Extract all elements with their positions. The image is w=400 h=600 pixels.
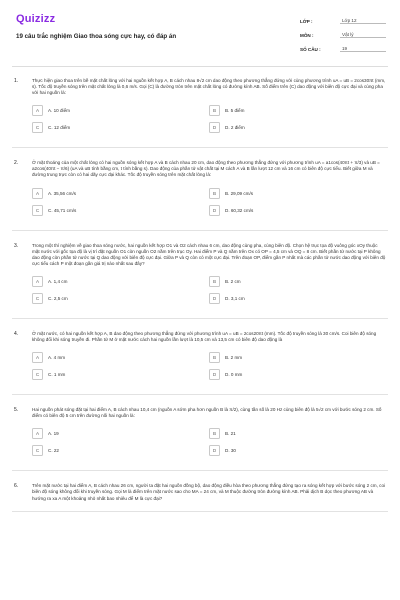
answer-option[interactable]	[32, 204, 209, 217]
option-text: D. 0 mm	[225, 372, 243, 378]
question-text: Trong một thí nghiệm về giao thoa sóng nước, hai nguồn kết hợp O1 và O2 cách nhau 6 cm, dao động cùng pha, cùng biên độ. Chọn hệ trục tọa độ vuông góc xOy thuộc mặt nước với gốc tọa độ là vị trí đặt nguồn O1 còn nguồn O2 nằm trên trục Oy. Hai điểm P và Q nằm trên Ox có OP = 4,5 cm và OQ = 8 cm. Biết phần tử nước tại P không dao động còn phần tử nước tại Q dao động với biên độ cực đại. Giữa P và Q còn có một cực đại. Trên đoạn OP, điểm gần P nhất mà các phần tử nước dao động với biên độ cực tiểu cách P một đoạn gần giá trị nào nhất sau đây?	[32, 242, 386, 266]
option-letter-box[interactable]: B	[209, 188, 220, 199]
question-list	[0, 78, 400, 524]
question-block	[12, 483, 388, 511]
option-text: B. 21	[225, 431, 236, 437]
option-text: B. 2 mm	[225, 355, 243, 361]
meta-value-question-count: 19	[340, 46, 386, 52]
option-text: A. 1,4 cm	[48, 278, 68, 284]
option-letter-box[interactable]: C	[32, 445, 43, 456]
answer-options	[32, 427, 386, 461]
answer-option[interactable]	[209, 427, 386, 440]
option-text: D. 2 điểm	[225, 125, 245, 131]
meta-value-class: Lớp 12	[340, 18, 386, 24]
question-text: Ở mặt thoáng của một chất lỏng có hai nguồn sóng kết hợp A và B cách nhau 20 cm, dao động theo phương thẳng đứng với phương trình uA = a1cos(40πt + π/3) và uB = a2cos(40πt − π/6) (uA và uB tính bằng cm, t tính bằng s). Dao động của phần tử vật chất tại M cách A và B lần lượt 12 cm và 16 cm có biên độ cực tiểu. Biết giữa M và đường trung trực còn có hai dãy cực đại khác. Tốc độ truyền sóng trên mặt chất lỏng là:	[32, 160, 380, 178]
answer-option[interactable]	[209, 444, 386, 457]
option-text: D. 3,1 cm	[225, 295, 245, 301]
question-text: Trên mặt nước tại hai điểm A, B cách nhau 26 cm, người ta đặt hai nguồn đồng bộ, dao động điều hòa theo phương thẳng đứng tạo ra sóng kết hợp với bước sóng 2 cm, coi biên độ sóng không đổi khi truyền sóng. Gọi M là điểm trên mặt nước sao cho MA = 24 cm, và M thuộc đường tròn đường kính AB. Phải dịch B dọc theo phương AB và hướng ra xa A một khoảng nhỏ nhất bao nhiêu để M là cực đại?	[32, 483, 386, 501]
option-text: A. 19	[48, 431, 59, 437]
question-block	[12, 243, 388, 319]
answer-option[interactable]	[209, 204, 386, 217]
option-letter-box[interactable]: B	[209, 352, 220, 363]
meta-row-class	[300, 14, 390, 28]
question-number: 6.	[14, 483, 19, 490]
option-text: A. 35,56 cm/s	[48, 190, 77, 196]
answer-option[interactable]	[32, 368, 209, 381]
answer-option[interactable]	[209, 104, 386, 117]
answer-option[interactable]	[32, 292, 209, 305]
answer-options	[32, 187, 386, 221]
answer-option[interactable]	[209, 368, 386, 381]
question-text: Ở mặt nước, có hai nguồn kết hợp A, B dao động theo phương thẳng đứng với phương trình uA = uB = 2cos20πt (mm). Tốc độ truyền sóng là 30 cm/s. Coi biên độ sóng không đổi khi sóng truyền đi. Phần tử M ở mặt nước cách hai nguồn lần lượt là 10,5 cm và 13,5 cm có biên độ dao động là	[32, 330, 377, 343]
question-number: 2.	[14, 160, 19, 167]
option-letter-box[interactable]: D	[209, 445, 220, 456]
answer-option[interactable]	[32, 427, 209, 440]
answer-option[interactable]	[32, 104, 209, 117]
question-number: 5.	[14, 407, 19, 414]
answer-options	[32, 104, 386, 138]
meta-value-subject: Vật lý	[340, 32, 386, 38]
option-letter-box[interactable]: C	[32, 369, 43, 380]
answer-option[interactable]	[209, 187, 386, 200]
worksheet-header	[0, 0, 400, 62]
answer-option[interactable]	[32, 275, 209, 288]
quizizz-logo: Quizizz	[16, 13, 56, 25]
option-text: C. 45,71 cm/s	[48, 207, 77, 213]
answer-options	[32, 275, 386, 309]
meta-row-subject	[300, 28, 390, 42]
option-letter-box[interactable]: A	[32, 428, 43, 439]
question-number: 1.	[14, 78, 19, 84]
answer-option[interactable]	[209, 351, 386, 364]
header-divider	[12, 66, 388, 67]
option-letter-box[interactable]: C	[32, 122, 43, 133]
answer-option[interactable]	[209, 292, 386, 305]
option-text: B. 5 điểm	[225, 108, 245, 114]
option-text: A. 10 điểm	[48, 108, 70, 114]
option-letter-box[interactable]: C	[32, 205, 43, 216]
option-text: C. 22	[48, 448, 59, 454]
answer-option[interactable]	[32, 351, 209, 364]
option-letter-box[interactable]: A	[32, 352, 43, 363]
option-text: A. 4 mm	[48, 355, 66, 361]
answer-option[interactable]	[32, 187, 209, 200]
option-letter-box[interactable]: A	[32, 188, 43, 199]
worksheet-meta	[300, 14, 390, 56]
answer-options	[32, 351, 386, 385]
option-text: C. 2,5 cm	[48, 295, 68, 301]
answer-option[interactable]	[209, 275, 386, 288]
question-text: Hai nguồn phát sóng đặt tại hai điểm A, B cách nhau 10,4 cm (nguồn A sớm pha hơn nguồn B là π/2), cùng tần số là 20 Hz cùng biên độ là 5√2 cm với bước sóng 2 cm. Số điểm có biên độ 5 cm trên đường nối hai nguồn là:	[32, 407, 382, 419]
option-letter-box[interactable]: B	[209, 105, 220, 116]
worksheet-title: 19 câu trắc nghiệm Giao thoa sóng cực hay, có đáp án	[16, 33, 177, 40]
option-letter-box[interactable]: D	[209, 205, 220, 216]
option-letter-box[interactable]: C	[32, 293, 43, 304]
option-letter-box[interactable]: A	[32, 105, 43, 116]
option-letter-box[interactable]: D	[209, 293, 220, 304]
question-block	[12, 78, 388, 148]
option-text: B. 29,09 cm/s	[225, 190, 254, 196]
meta-row-question-count	[300, 42, 390, 56]
question-block	[12, 331, 388, 395]
meta-key-subject: MÔN :	[300, 32, 314, 38]
meta-key-class: LỚP :	[300, 18, 313, 24]
option-letter-box[interactable]: B	[209, 276, 220, 287]
answer-option[interactable]	[32, 444, 209, 457]
answer-option[interactable]	[209, 121, 386, 134]
question-number: 3.	[14, 242, 19, 249]
option-text: C. 1 mm	[48, 372, 66, 378]
option-text: C. 12 điểm	[48, 125, 71, 131]
question-number: 4.	[14, 330, 19, 337]
option-letter-box[interactable]: D	[209, 122, 220, 133]
option-text: B. 2 cm	[225, 278, 241, 284]
option-letter-box[interactable]: A	[32, 276, 43, 287]
option-text: D. 30	[225, 448, 236, 454]
meta-key-question-count: SỐ CÂU :	[300, 46, 321, 52]
option-letter-box[interactable]: D	[209, 369, 220, 380]
answer-option[interactable]	[32, 121, 209, 134]
question-text: Thực hiện giao thoa trên bề mặt chất lỏng với hai nguồn kết hợp A, B cách nhau 8√2 cm dao động theo phương thẳng đứng với cùng phương trình uA = uB = 2cos30πt (mm, s). Tốc độ truyền sóng trên mặt chất lỏng là 0,6 m/s. Gọi (C) là đường tròn trên mặt chất lỏng có đường kính AB. Số điểm trên (C) dao động với biên độ cực đại và cùng pha với hai nguồn là:	[32, 78, 386, 96]
question-block	[12, 160, 388, 230]
option-letter-box[interactable]: B	[209, 428, 220, 439]
option-text: D. 60,32 cm/s	[225, 207, 254, 213]
question-block	[12, 407, 388, 471]
